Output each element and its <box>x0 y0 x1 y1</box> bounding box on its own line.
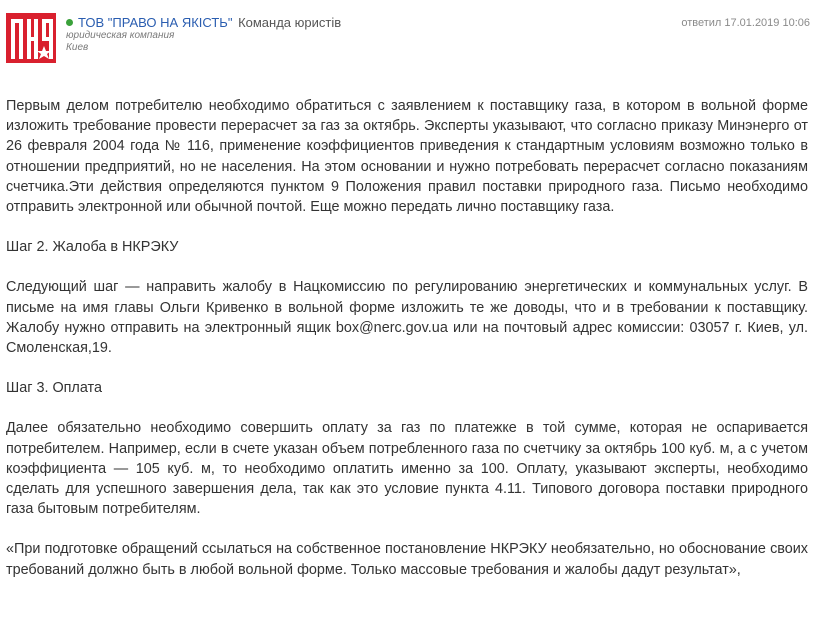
author-role: Команда юристів <box>238 15 342 30</box>
answer-header <box>6 13 812 67</box>
online-status-icon <box>66 19 73 26</box>
answer-timestamp: ответил 17.01.2019 10:06 <box>681 17 810 29</box>
step3-heading: Шаг 3. Оплата <box>6 380 102 397</box>
step2-heading: Шаг 2. Жалоба в НКРЭКУ <box>6 239 179 256</box>
company-logo-graphic <box>6 13 56 63</box>
author-line <box>66 15 666 30</box>
company-type: юридическая компания <box>66 30 175 41</box>
company-city: Киев <box>66 42 89 53</box>
author-meta <box>66 15 666 54</box>
answer-body <box>6 96 808 600</box>
author-name-link[interactable]: ТОВ "ПРАВО НА ЯКІСТЬ" <box>78 15 233 30</box>
expert-quote: «При подготовке обращений ссылаться на собственное постановление НКРЭКУ необязательно, но обоснование своих требований должно быть в любой вольной форме. Только массовые требования и жалобы дадут результат», <box>6 541 808 578</box>
company-logo[interactable] <box>6 13 56 63</box>
paragraph-step1: Первым делом потребителю необходимо обратиться с заявлением к поставщику газа, в котором в вольной форме изложить требование провести перерасчет за газ за октябрь. Эксперты указывают, что согласно приказу Минэнерго от 26 февраля 2004 года № 116, применение коэффициентов приведения к стандартным условиям возможно только в отношении предприятий, но не населения. На этом основании и нужно потребовать перерасчет согласно показаниям счетчика.Эти действия определяются пунктом 9 Положения правил поставки природного газа. Письмо необходимо отправить электронной или обычной почтой. Еще можно передать лично поставщику газа. <box>6 98 808 216</box>
paragraph-step2: Следующий шаг — направить жалобу в Нацкомиссию по регулированию энергетических и коммунальных услуг. В письме на имя главы Ольги Кривенко в вольной форме изложить те же доводы, что и в требовании к поставщику. Жалобу нужно отправить на электронный ящик box@nerc.gov.ua или на почтовый адрес комиссии: 03057 г. Киев, ул. Смоленская,19. <box>6 279 808 357</box>
paragraph-step3: Далее обязательно необходимо совершить оплату за газ по платежке в той сумме, которая не оспаривается потребителем. Например, если в счете указан объем потребленного газа по счетчику за октябрь 100 куб. м, а с учетом коэффициента — 105 куб. м, то необходимо оплатить именно за 100. Оплату, указывают эксперты, необходимо сделать для успешного завершения дела, так как это условие пункта 4.11. Типового договора поставки природного газа бытовым потребителям. <box>6 420 808 518</box>
